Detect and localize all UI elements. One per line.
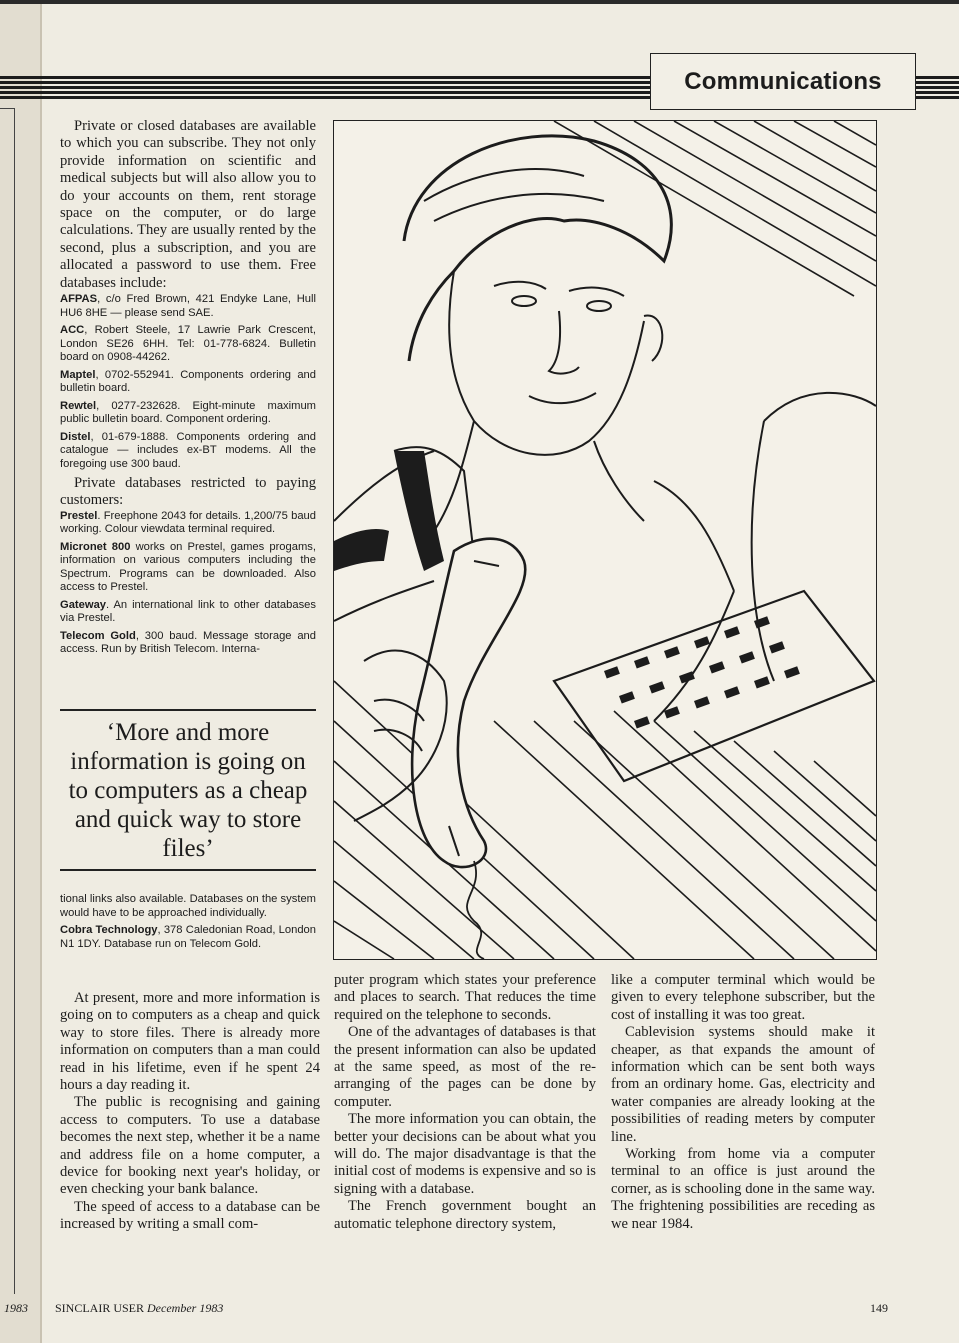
listing-text: . Freephone 2043 for details. 1,200/75 baud working. Colour viewdata terminal required.	[60, 509, 316, 536]
listing-text: , 300 baud. Message storage and access. Run by British Telecom. Interna-	[60, 629, 316, 656]
left-column-top	[60, 118, 316, 661]
listing-text: , 01-679-1888. Components ordering and catalogue — includes ex-BT modems. All the foregoing use 300 baud.	[60, 430, 316, 470]
listing-name: Gateway	[60, 598, 107, 611]
section-title: Communications	[684, 67, 882, 95]
previous-page-year: 1983	[4, 1301, 28, 1315]
listing-text: , 378 Caledonian Road, London N1 1DY. Database run on Telecom Gold.	[60, 924, 316, 950]
header-rules-right	[914, 76, 959, 102]
listing-gateway	[60, 599, 316, 626]
listing-afpas	[60, 293, 316, 320]
listing-telecom-gold	[60, 630, 316, 657]
page-gutter	[40, 0, 42, 1343]
body-paragraph: like a computer terminal which would be given to every telephone subscriber, but the cost of installing it was too great.	[611, 972, 875, 1023]
right-column	[611, 972, 875, 1233]
continued-text: tional links also available. Databases on the system would have to be approached individually.	[60, 893, 316, 919]
listing-micronet	[60, 541, 316, 595]
body-paragraph: Cablevision systems should make it cheaper, as that expands the amount of information which can be sent both ways from an ordinary home. Gas, electricity and water companies are already looking at the possibilities of reading meters by computer line.	[611, 1024, 875, 1145]
listing-distel	[60, 431, 316, 472]
listing-name: Distel	[60, 430, 91, 443]
listing-text: . An international link to other databases via Prestel.	[60, 598, 316, 625]
listing-name: Prestel	[60, 509, 98, 522]
listing-maptel	[60, 369, 316, 396]
body-paragraph: One of the advantages of databases is that the present information can also be updated at the same speed, as most of the re-arranging of the pages can be done by computer.	[334, 1024, 596, 1110]
listing-rewtel	[60, 400, 316, 427]
listing-name: Telecom Gold	[60, 629, 136, 642]
listing-name: Maptel	[60, 368, 96, 381]
page-number: 149	[870, 1301, 888, 1315]
body-paragraph: The speed of access to a database can be increased by writing a small com-	[60, 1198, 320, 1233]
listing-text: , Robert Steele, 17 Lawrie Park Crescent, London SE26 6HH. Tel: 01-778-6824. Bulletin board on 0908-44262.	[60, 324, 316, 364]
section-header-box	[650, 53, 916, 110]
intro-paragraph: Private or closed databases are available to which you can subscribe. They not only provide information on scientific and medical subjects but will also allow you to do your accounts on them, rent storage space on the computer, or do large calculations. They are usually rented by the second, plus a subscription, and you are allocated a password to use them. Free databases include:	[60, 118, 316, 291]
illustration-man-on-telephone	[333, 120, 877, 960]
listing-acc	[60, 324, 316, 365]
footer-magazine	[55, 1301, 223, 1316]
body-paragraph: The French government bought an automatic telephone directory system,	[334, 1198, 596, 1232]
listing-name: Cobra Technology	[60, 924, 158, 936]
body-paragraph: At present, more and more information is going on to computers as a cheap and quick way to store files. There is already more information on computers than a man could read in his lifetime, even if he spent 24 hours a day reading it.	[60, 990, 320, 1094]
listing-text: , 0277-232628. Eight-minute maximum public bulletin board. Component ordering.	[60, 399, 316, 426]
listing-prestel	[60, 510, 316, 537]
middle-column	[334, 972, 596, 1233]
issue-date: December 1983	[147, 1301, 224, 1315]
man-telephone-illustration	[334, 121, 876, 959]
private-intro: Private databases restricted to paying customers:	[60, 475, 316, 509]
listing-text: works on Prestel, games progams, information on various computers including the Spectrum. Programs can be downloaded. Also access to Prestel.	[60, 540, 316, 594]
listing-text: , c/o Fred Brown, 421 Endyke Lane, Hull HU6 8HE — please send SAE.	[60, 293, 316, 319]
body-paragraph: Working from home via a computer terminal to an office is just around the corner, as is schooling done in the same way. The frightening possibilities are receding as we near 1984.	[611, 1146, 875, 1232]
listing-name: Rewtel	[60, 399, 97, 412]
listing-name: Micronet 800	[60, 540, 131, 553]
pull-quote: ‘More and more information is going on to computers as a cheap and quick way to store files’	[68, 718, 308, 862]
top-edge	[0, 0, 959, 4]
body-paragraph: The public is recognising and gaining access to computers. To use a database becomes the next step, whether it be a name and address file on a home computer, a device for booking next year's holiday, or even checking your bank balance.	[60, 1094, 320, 1198]
previous-page-border	[0, 108, 15, 1294]
listing-cobra	[60, 924, 316, 951]
listing-name: ACC	[60, 324, 85, 337]
body-paragraph: puter program which states your preference and places to search. That reduces the time required on the telephone to seconds.	[334, 972, 596, 1023]
magazine-name: SINCLAIR USER	[55, 1301, 145, 1315]
left-column-continued	[60, 893, 316, 955]
listing-text: , 0702-552941. Components ordering and bulletin board.	[60, 368, 316, 395]
listing-name: AFPAS	[60, 293, 98, 306]
header-rules-left	[0, 76, 652, 102]
left-column-body	[60, 990, 320, 1234]
body-paragraph: The more information you can obtain, the better your decisions can be about what you will do. The major disadvantage is that the initial cost of modems is expensive and so is signing with a database.	[334, 1111, 596, 1197]
pull-quote-box	[60, 709, 316, 871]
